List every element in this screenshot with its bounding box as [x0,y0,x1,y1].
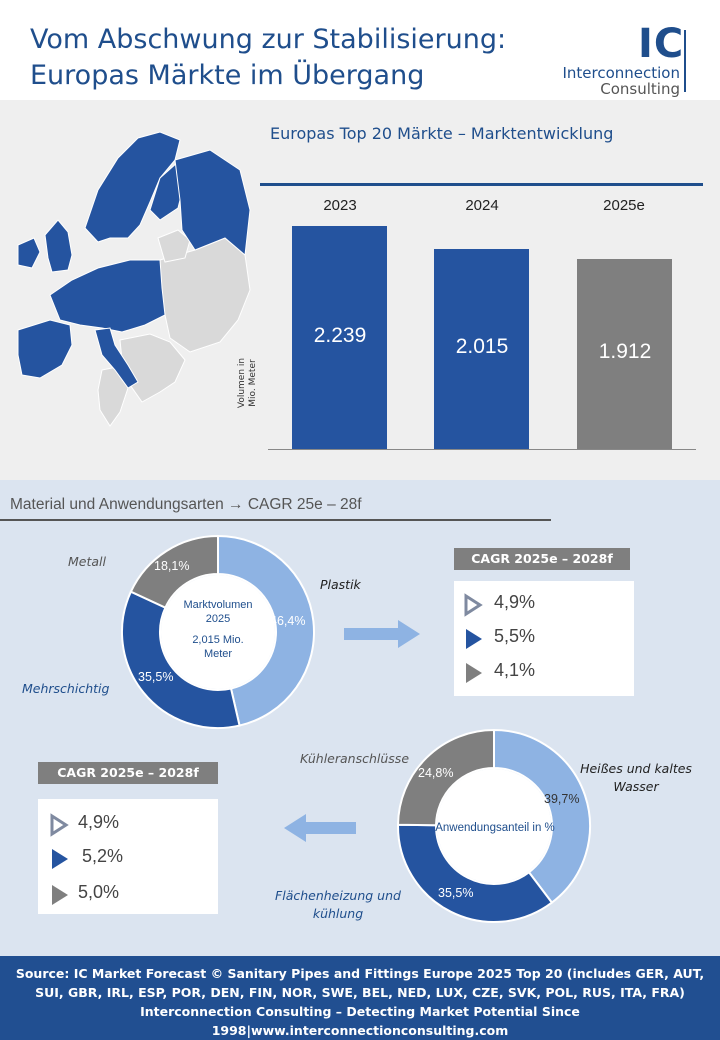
donut2-center-text: Anwendungsanteil in % [435,822,555,834]
company-logo [560,21,700,98]
map-region-iberia [18,320,72,378]
donut2-value-hot-water: 39,7% [544,792,580,806]
map-region-central [50,260,165,332]
donut2-label-radiator: Kühleranschlüsse [300,751,410,766]
play-grey-icon [458,661,488,685]
cagr-box-material-header: CAGR 2025e – 2028f [454,548,630,570]
cagr-box-material-body [454,581,634,696]
play-outline-icon [44,813,74,837]
donut2-value-floor-heating: 35,5% [438,886,474,900]
logo-mark: IC [638,21,685,67]
donut2-label-hot-water [576,761,696,794]
cagr-value-metall: 4,1% [494,660,536,680]
logo-text-line-1: Interconnection [562,64,680,82]
footer-line-4: 1998|www.interconnectionconsulting.com [211,1023,509,1038]
donut1-center-text [168,598,268,661]
bar-chart-ylabel [237,323,259,443]
footer-line-3: Interconnection Consulting – Detecting Market Potential Since [140,1004,580,1019]
donut2-label-floor-line-2: kühlung [312,906,364,921]
cagr-row [38,809,218,839]
cagr-row [454,657,634,687]
donut2-label-floor-line-1: Flächenheizung und [275,888,401,903]
bar-category-2025e: 2025e [603,197,645,214]
europe-map [10,120,255,435]
bar-value-label-2024: 2.015 [455,334,509,358]
title-line-2: Europas Märkte im Übergang [30,60,425,91]
material-section-rule [0,519,551,521]
donut1-label-plastik: Plastik [320,577,361,592]
bar-chart-baseline [268,449,696,450]
bar-category-2023: 2023 [323,197,357,214]
donut1-value-mehrschichtig: 35,5% [138,670,174,684]
donut1-center-line-3: 2,015 Mio. [192,634,244,646]
logo-text-line-2: Consulting [600,80,680,98]
donut2-value-radiator: 24,8% [418,766,454,780]
material-section-title: Material und Anwendungsarten → CAGR 25e – 28f [10,496,362,513]
donut2-label-floor-heating [268,888,408,921]
donut2-label-hot-water-line-1: Heißes und kaltes [580,761,692,776]
arrow-right-icon [344,620,420,648]
cagr-box-application [38,762,218,914]
donut1-center-line-4: Meter [203,648,233,660]
ylabel-line-1: Volumen in [237,357,247,409]
donut1-label-mehrschichtig: Mehrschichtig [22,681,110,696]
map-region-britain [45,220,72,272]
cagr-value-floor-heating: 5,2% [82,846,124,866]
page-title [30,22,506,94]
play-grey-icon [44,883,74,907]
title-line-1: Vom Abschwung zur Stabilisierung: [30,24,507,55]
play-outline-icon [458,593,488,617]
footer-source [0,956,720,1040]
bar-chart-title: Europas Top 20 Märkte – Marktentwicklung [270,124,614,143]
play-blue-icon [458,627,488,651]
cagr-row [38,843,218,873]
cagr-value-radiator: 5,0% [78,882,120,902]
cagr-box-application-body [38,799,218,914]
cagr-value-hot-water: 4,9% [78,812,120,832]
donut1-center-line-1: Marktvolumen [183,599,253,611]
donut1-value-plastik: 46,4% [270,614,306,628]
footer-line-1: Source: IC Market Forecast © Sanitary Pipes and Fittings Europe 2025 Top 20 (includes GER, AUT, [15,966,705,981]
ylabel-line-2: Mio. Meter [248,359,258,407]
bar-value-label-2025e: 1.912 [598,339,652,363]
footer-line-2: SUI, GBR, IRL, ESP, POR, DEN, FIN, NOR, SWE, BEL, NED, LUX, CZE, SVK, POL, RUS, ITA, FRA) [35,985,685,1000]
cagr-row [38,879,218,909]
cagr-box-material [454,548,634,696]
cagr-row [454,623,634,653]
cagr-value-plastik: 4,9% [494,592,536,612]
cagr-row [454,589,634,619]
donut1-center-line-2: 2025 [205,613,231,625]
cagr-value-mehrschichtig: 5,5% [494,626,536,646]
map-region-ireland [18,238,40,268]
donut1-value-metall: 18,1% [154,559,190,573]
bar-chart-top-rule [260,183,703,186]
arrow-left-icon [284,814,356,842]
play-blue-icon [44,847,74,871]
header [0,0,720,100]
logo-divider [684,30,686,92]
cagr-box-application-header: CAGR 2025e – 2028f [38,762,218,784]
donut2-label-hot-water-line-2: Wasser [613,779,659,794]
bar-category-2024: 2024 [465,197,499,214]
bar-value-label-2023: 2.239 [313,323,367,347]
donut1-label-metall: Metall [68,554,106,569]
